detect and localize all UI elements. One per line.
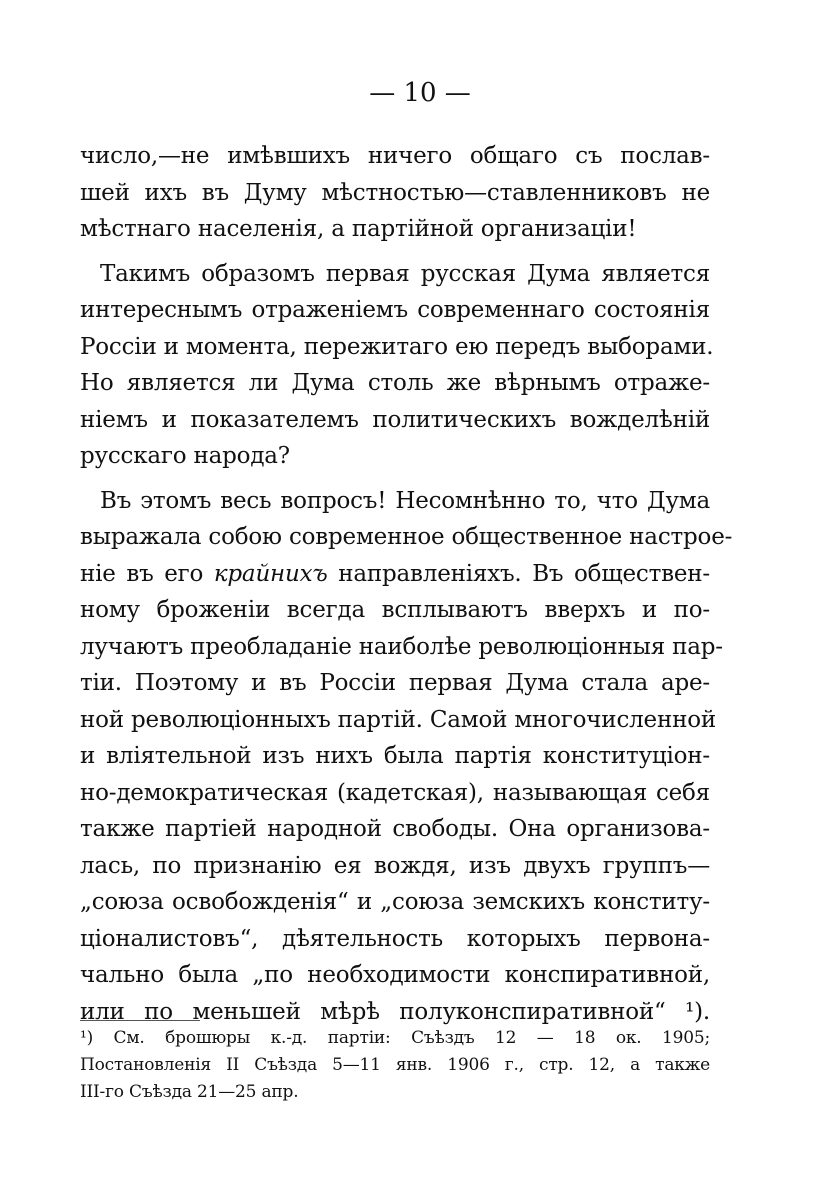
text-line	[80, 556, 710, 593]
text-line: ной революціонныхъ партій. Самой многочисленной	[80, 706, 716, 733]
text-line: Но является ли Дума столь же вѣрнымъ отраже-	[80, 370, 710, 396]
text-segment: ніе въ его	[80, 560, 214, 587]
text-line: чально была „по необходимости конспиративной,	[80, 962, 710, 988]
text-line: число,—не имѣвшихъ ничего общаго съ послав-	[80, 143, 710, 169]
footnote-line: III-го Съѣзда 21—25 апр.	[80, 1082, 299, 1102]
text-line: Россіи и момента, пережитаго ею передъ выборами.	[80, 333, 714, 360]
text-line: но-демократическая (кадетская), называющая себя	[80, 779, 710, 806]
text-line: Въ этомъ весь вопросъ! Несомнѣнно то, что Дума	[100, 487, 710, 514]
text-line: мѣстнаго населенія, а партійной организаціи!	[80, 216, 637, 242]
text-line: выражала собою современное общественное настрое-	[80, 524, 733, 550]
text-line: тіи. Поэтому и въ Россіи первая Дума стала аре-	[80, 670, 710, 696]
text-line: или по меньшей мѣрѣ полуконспиративной“ ¹).	[80, 998, 710, 1025]
footnotes	[80, 1025, 710, 1106]
italic-phrase: крайнихъ	[213, 560, 328, 587]
text-line: и вліятельной изъ нихъ была партія конституціон-	[80, 743, 710, 769]
footnote-divider	[80, 1020, 200, 1021]
text-line: лась, по признанію ея вождя, изъ двухъ группъ—	[80, 852, 710, 879]
text-line: „союза освобожденія“ и „союза земскихъ конститу-	[80, 889, 710, 915]
footnote-line: ¹) См. брошюры к.-д. партіи: Съѣздъ 12 — 18 ок. 1905;	[80, 1028, 710, 1048]
page-number: — 10 —	[369, 78, 471, 108]
text-line: ніемъ и показателемъ политическихъ вожделѣній	[80, 406, 710, 433]
text-line: также партіей народной свободы. Она организова-	[80, 816, 710, 842]
body-text	[80, 138, 733, 1030]
text-line: лучаютъ преобладаніе наиболѣе революціонныя пар-	[80, 633, 723, 660]
text-line: ному броженіи всегда всплываютъ вверхъ и по-	[80, 597, 710, 623]
footnote-line: Постановленія II Съѣзда 5—11 янв. 1906 г., стр. 12, а также	[80, 1055, 710, 1075]
text-segment: направленіяхъ. Въ обществен-	[327, 560, 710, 587]
text-line: ціоналистовъ“, дѣятельность которыхъ первона-	[80, 925, 710, 952]
text-line: шей ихъ въ Думу мѣстностью—ставленниковъ не	[80, 179, 710, 206]
text-line: Такимъ образомъ первая русская Дума является	[100, 260, 710, 287]
text-line: русскаго народа?	[80, 443, 290, 469]
text-line: интереснымъ отраженіемъ современнаго состоянія	[80, 297, 710, 323]
